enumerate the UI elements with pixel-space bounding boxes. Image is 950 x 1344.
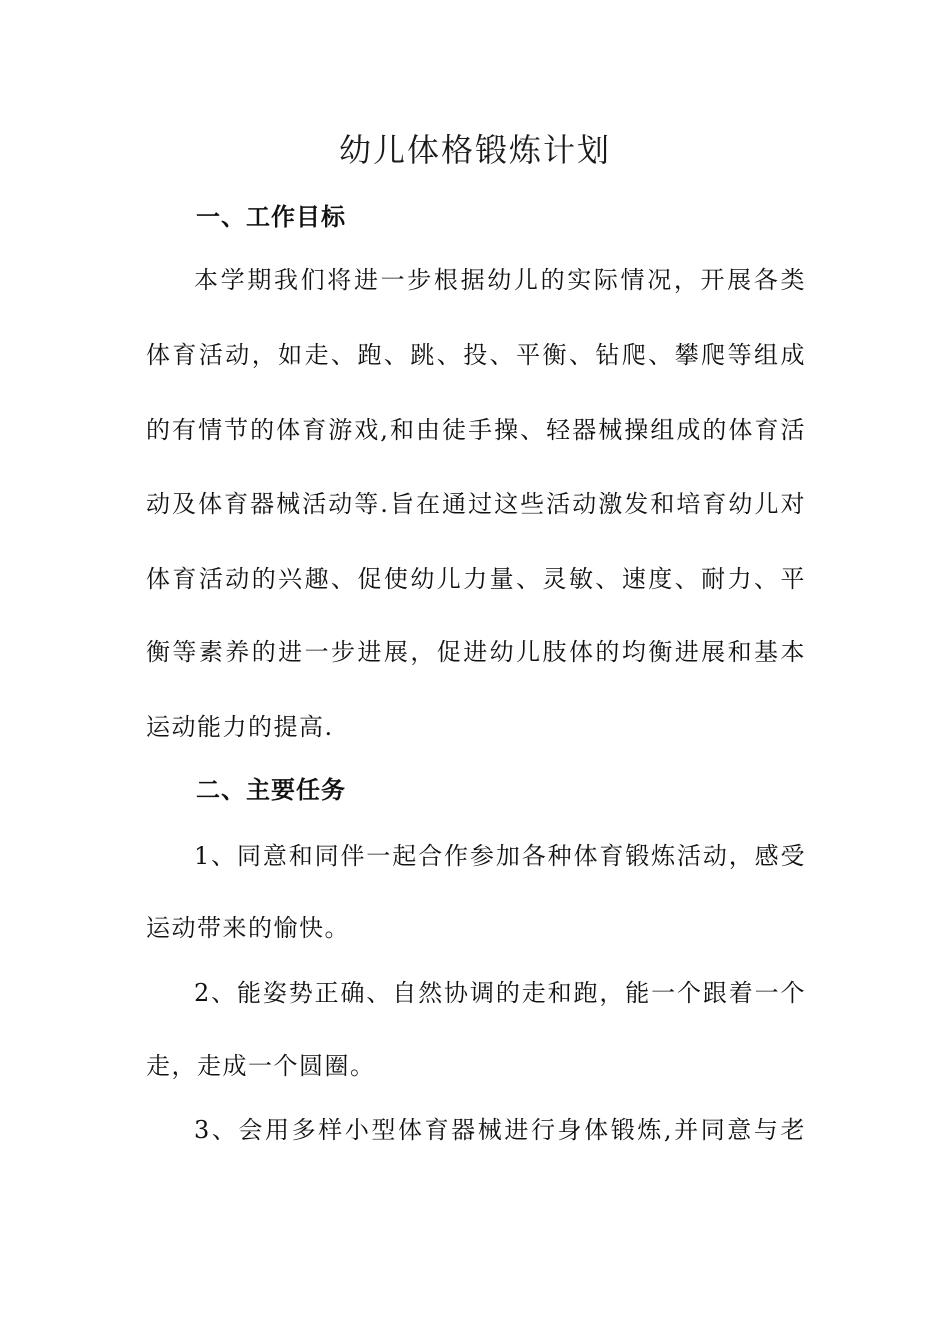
task-item-line: 1、同意和同伴一起合作参加各种体育锻炼活动，感受 — [194, 842, 806, 870]
task-item-line: 3、会用多样小型体育器械进行身体锻炼,并同意与老 — [194, 1116, 806, 1144]
paragraph-line: 运动能力的提高. — [146, 713, 334, 741]
paragraph-line: 衡等素养的进一步进展，促进幼儿肢体的均衡进展和基本 — [146, 638, 806, 666]
paragraph-line: 动及体育器械活动等.旨在通过这些活动激发和培育幼儿对 — [146, 490, 806, 518]
task-item-line: 2、能姿势正确、自然协调的走和跑，能一个跟着一个 — [194, 979, 806, 1007]
document-title: 幼儿体格锻炼计划 — [338, 131, 611, 169]
section-heading-tasks: 二、主要任务 — [196, 776, 346, 804]
task-item-line: 走，走成一个圆圈。 — [146, 1052, 376, 1080]
task-item-line: 运动带来的愉快。 — [146, 914, 350, 942]
paragraph-line: 本学期我们将进一步根据幼儿的实际情况，开展各类 — [194, 266, 806, 294]
paragraph-line: 体育活动的兴趣、促使幼儿力量、灵敏、速度、耐力、平 — [146, 565, 806, 593]
paragraph-line: 体育活动，如走、跑、跳、投、平衡、钻爬、攀爬等组成 — [146, 341, 806, 369]
section-heading-goals: 一、工作目标 — [196, 203, 346, 231]
paragraph-line: 的有情节的体育游戏,和由徒手操、轻器械操组成的体育活 — [146, 416, 806, 444]
